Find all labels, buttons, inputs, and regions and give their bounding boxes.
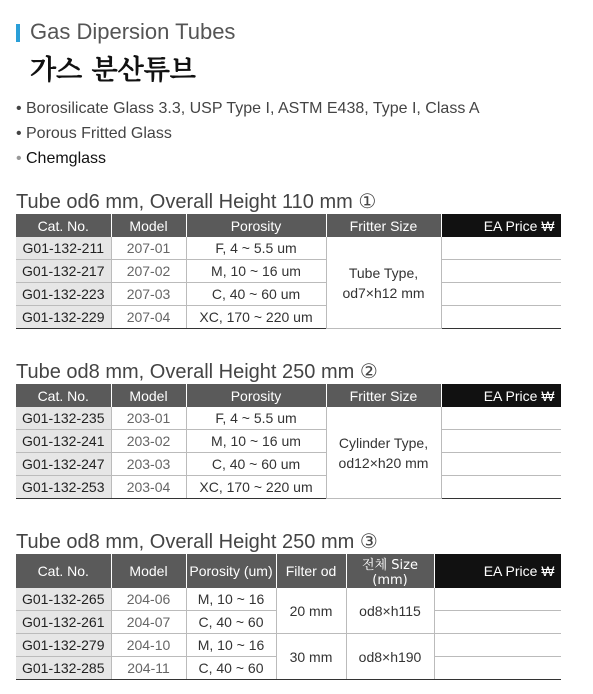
size-cell: od8×h190: [346, 634, 434, 680]
table-row: G01-132-285 204-11 C, 40 ~ 60: [16, 657, 561, 680]
filter-od-cell: 20 mm: [276, 588, 346, 634]
table-row: G01-132-261 204-07 C, 40 ~ 60: [16, 611, 561, 634]
bullet-icon: •: [16, 150, 22, 167]
col-header-cat: Cat. No.: [16, 384, 111, 407]
price-cell: [441, 407, 561, 430]
filter-od-cell: 30 mm: [276, 634, 346, 680]
title-accent-bar: [16, 24, 20, 42]
price-table-1: [16, 214, 562, 329]
price-cell: [434, 588, 561, 611]
table-row: G01-132-223 207-03 C, 40 ~ 60 um: [16, 283, 561, 306]
col-header-size: 전체 Size (mm): [346, 554, 434, 588]
price-cell: [434, 657, 561, 680]
col-header-fritter: Fritter Size: [326, 214, 441, 237]
col-header-fritter: Fritter Size: [326, 384, 441, 407]
price-cell: [441, 453, 561, 476]
table-row: G01-132-247 203-03 C, 40 ~ 60 um: [16, 453, 561, 476]
col-header-model: Model: [111, 214, 186, 237]
table-row: G01-132-241 203-02 M, 10 ~ 16 um: [16, 430, 561, 453]
col-header-porosity: Porosity: [186, 384, 326, 407]
price-cell: [441, 237, 561, 260]
table-row: G01-132-265 204-06 M, 10 ~ 16 20 mm od8×h115: [16, 588, 561, 611]
col-header-cat: Cat. No.: [16, 214, 111, 237]
section-title-1: Tube od6 mm, Overall Height 110 mm ①: [16, 191, 377, 213]
page-title-ko: 가스 분산튜브: [30, 55, 196, 86]
table-header-row: [16, 554, 561, 588]
fritter-size-cell: Tube Type, od7×h12 mm: [326, 237, 441, 329]
bullet-icon: •: [16, 100, 22, 117]
table-row: G01-132-211 207-01 F, 4 ~ 5.5 um Tube Type, od7×h12 mm: [16, 237, 561, 260]
price-cell: [434, 611, 561, 634]
col-header-model: Model: [111, 384, 186, 407]
feature-list: [16, 96, 480, 171]
col-header-model: Model: [111, 554, 186, 588]
col-header-porosity: Porosity: [186, 214, 326, 237]
fritter-size-cell: Cylinder Type, od12×h20 mm: [326, 407, 441, 499]
section-title-2: Tube od8 mm, Overall Height 250 mm ②: [16, 361, 378, 383]
col-header-price: EA Price ₩: [434, 554, 561, 588]
table-row: G01-132-235 203-01 F, 4 ~ 5.5 um Cylinder Type, od12×h20 mm: [16, 407, 561, 430]
price-table-2: [16, 384, 562, 499]
section-title-3: Tube od8 mm, Overall Height 250 mm ③: [16, 531, 378, 553]
table-row: G01-132-217 207-02 M, 10 ~ 16 um: [16, 260, 561, 283]
col-header-filter-od: Filter od: [276, 554, 346, 588]
list-item: • Borosilicate Glass 3.3, USP Type I, ASTM E438, Type I, Class A: [16, 96, 480, 121]
bullet-icon: •: [16, 125, 22, 142]
page-title-en: Gas Dipersion Tubes: [30, 19, 236, 44]
table-row: G01-132-253 203-04 XC, 170 ~ 220 um: [16, 476, 561, 499]
size-cell: od8×h115: [346, 588, 434, 634]
price-cell: [441, 283, 561, 306]
list-item: • Porous Fritted Glass: [16, 121, 480, 146]
table-header-row: [16, 384, 561, 407]
price-cell: [441, 430, 561, 453]
col-header-cat: Cat. No.: [16, 554, 111, 588]
col-header-price: EA Price ₩: [441, 384, 561, 407]
table-row: G01-132-229 207-04 XC, 170 ~ 220 um: [16, 306, 561, 329]
col-header-porosity: Porosity (um): [186, 554, 276, 588]
price-cell: [434, 634, 561, 657]
price-cell: [441, 476, 561, 499]
table-header-row: [16, 214, 561, 237]
price-table-3: [16, 554, 562, 680]
price-cell: [441, 306, 561, 329]
list-item: • Chemglass: [16, 146, 480, 171]
table-row: G01-132-279 204-10 M, 10 ~ 16 30 mm od8×h190: [16, 634, 561, 657]
price-cell: [441, 260, 561, 283]
col-header-price: EA Price ₩: [441, 214, 561, 237]
